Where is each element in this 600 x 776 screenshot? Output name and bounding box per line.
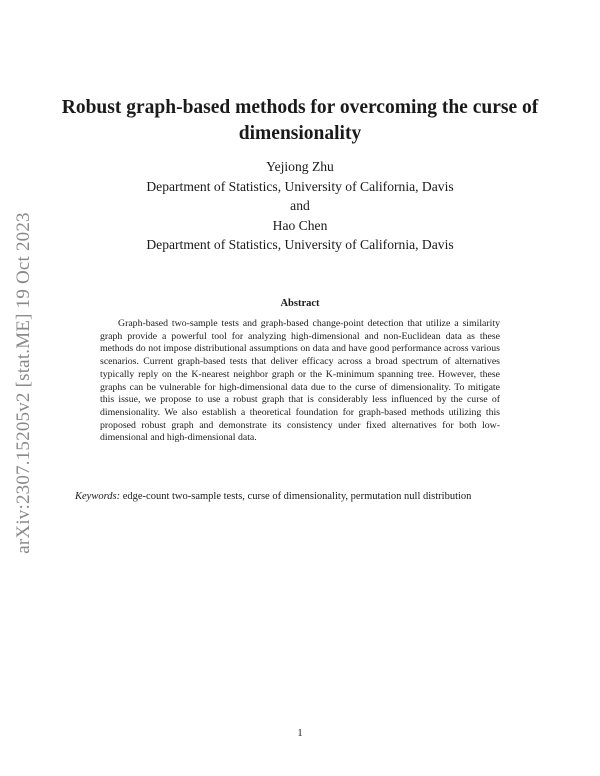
keywords-text: edge-count two-sample tests, curse of dimensionality, permutation null distribution: [122, 491, 472, 502]
author-affiliation: Department of Statistics, University of California, Davis: [146, 237, 454, 253]
author-separator: and: [290, 198, 310, 214]
arxiv-identifier: arXiv:2307.15205v2 [stat.ME] 19 Oct 2023: [13, 211, 35, 554]
abstract-text: Graph-based two-sample tests and graph-based change-point detection that utilize a similarity graph provide a powerful tool for analyzing high-dimensional and non-Euclidean data as these methods do not impose distributional assumptions on data and have good performance across various scenarios. Current graph-based tests that deliver efficacy across a broad spectrum of alternatives typically reply on the K-nearest neighbor graph or the K-minimum spanning tree. However, these graphs can be vulnerable for high-dimensional data due to the curse of dimensionality. To mitigate this issue, we propose to use a robust graph that is considerably less influenced by the curse of dimensionality. We also establish a theoretical foundation for graph-based methods utilizing this proposed robust graph and demonstrate its consistency under fixed alternatives for both low-dimensional and high-dimensional data.: [100, 318, 500, 444]
paper-title: Robust graph-based methods for overcoming the curse of dimensionality: [61, 97, 539, 144]
author-name: Hao Chen: [272, 217, 328, 233]
page-number: 1: [297, 728, 303, 739]
arxiv-sidebar: [13, 205, 35, 560]
author-name: Yejiong Zhu: [266, 159, 334, 174]
abstract-heading: Abstract: [280, 298, 320, 309]
author-block: [60, 157, 540, 255]
keywords-label: Keywords:: [75, 491, 121, 502]
author-affiliation: Department of Statistics, University of California, Davis: [146, 178, 454, 194]
keywords: [75, 490, 525, 504]
